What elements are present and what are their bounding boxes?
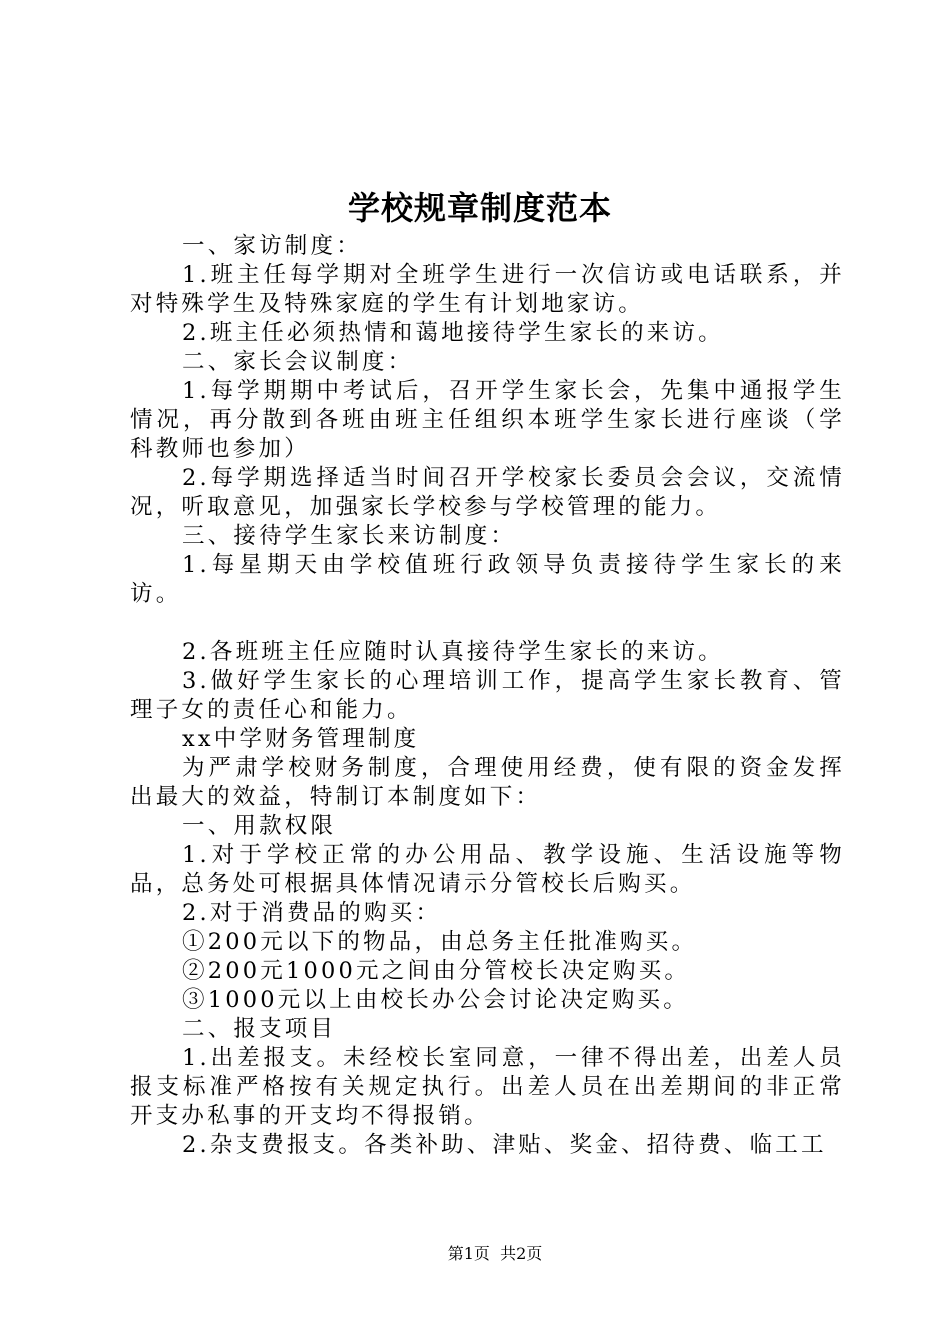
page-total: 共2页 — [500, 1244, 543, 1263]
paragraph-section-reception: 三、接待学生家长来访制度： — [182, 523, 517, 549]
paragraph-section-reimbursement: 二、报支项目 — [182, 1016, 337, 1042]
paragraph-finance-heading: xx中学财务管理制度 — [182, 726, 420, 752]
page-footer — [0, 1242, 950, 1266]
page-number: 第1页 — [447, 1244, 490, 1263]
paragraph: 1.每学期期中考试后，召开学生家长会，先集中通报学生情况，再分散到各班由班主任组织本班学生家长进行座谈（学科教师也参加） — [130, 378, 845, 462]
paragraph: 1.对于学校正常的办公用品、教学设施、生活设施等物品，总务处可根据具体情况请示分管校长后购买。 — [130, 842, 845, 897]
paragraph: ③1000元以上由校长办公会讨论决定购买。 — [182, 987, 689, 1013]
paragraph: 3.做好学生家长的心理培训工作，提高学生家长教育、管理子女的责任心和能力。 — [130, 668, 845, 723]
paragraph: 2.各班班主任应随时认真接待学生家长的来访。 — [182, 639, 724, 665]
paragraph: 1.出差报支。未经校长室同意，一律不得出差，出差人员报支标准严格按有关规定执行。出差人员在出差期间的非正常开支办私事的开支均不得报销。 — [130, 1045, 845, 1129]
paragraph: 1.每星期天由学校值班行政领导负责接待学生家长的来访。 — [130, 552, 845, 607]
paragraph: ②200元1000元之间由分管校长决定购买。 — [182, 958, 691, 984]
document-body — [130, 232, 845, 1160]
paragraph: 2.对于消费品的购买： — [182, 900, 442, 926]
document-title: 学校规章制度范本 — [347, 189, 612, 227]
paragraph: 1.班主任每学期对全班学生进行一次信访或电话联系，并对特殊学生及特殊家庭的学生有计划地家访。 — [130, 262, 845, 317]
paragraph-section-parent-meeting: 二、家长会议制度： — [182, 349, 414, 375]
paragraph: 2.班主任必须热情和蔼地接待学生家长的来访。 — [182, 320, 724, 346]
paragraph: ①200元以下的物品，由总务主任批准购买。 — [182, 929, 698, 955]
paragraph: 2.每学期选择适当时间召开学校家长委员会会议，交流情况，听取意见，加强家长学校参与学校管理的能力。 — [130, 465, 845, 520]
paragraph-section-home-visit: 一、家访制度： — [182, 233, 362, 259]
paragraph-section-spending-authority: 一、用款权限 — [182, 813, 337, 839]
paragraph: 为严肃学校财务制度，合理使用经费，使有限的资金发挥出最大的效益，特制订本制度如下： — [130, 755, 845, 810]
paragraph: 2.杂支费报支。各类补助、津贴、奖金、招待费、临工工 — [182, 1132, 827, 1158]
